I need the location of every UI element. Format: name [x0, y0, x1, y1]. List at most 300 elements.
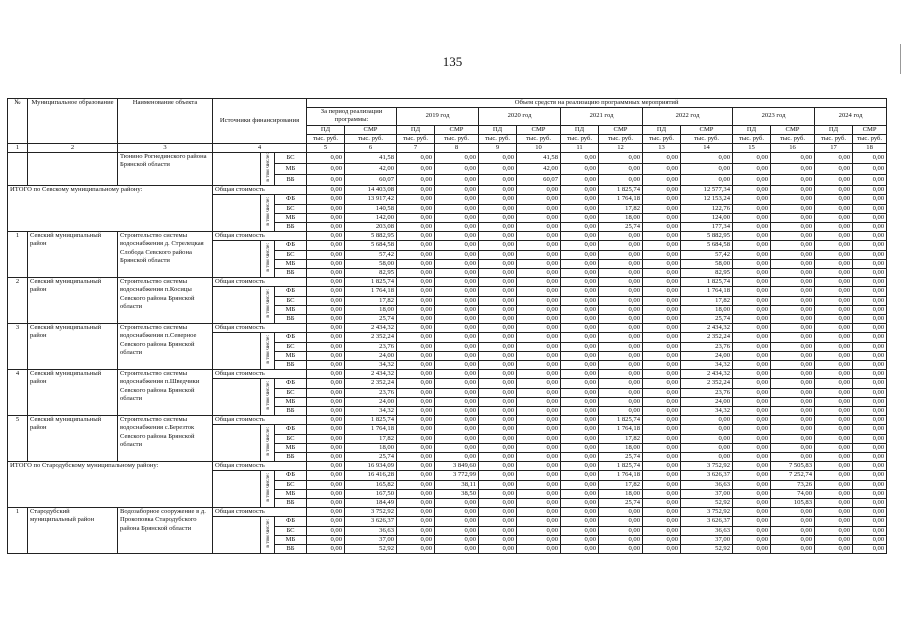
header-column-number: 2: [28, 144, 118, 153]
value-cell: 0,00: [397, 499, 435, 508]
sources-group-spacer: [213, 425, 261, 462]
value-cell: 13 917,42: [345, 195, 397, 204]
header-smr: СМР: [599, 125, 643, 134]
value-cell: 0,00: [771, 222, 815, 231]
value-cell: 0,00: [681, 434, 733, 443]
value-cell: 38,11: [435, 480, 479, 489]
value-cell: 0,00: [307, 545, 345, 554]
value-cell: 0,00: [307, 416, 345, 425]
value-cell: 18,00: [599, 443, 643, 452]
value-cell: 3 772,99: [435, 471, 479, 480]
value-cell: 0,00: [561, 324, 599, 333]
value-cell: 0,00: [771, 259, 815, 268]
value-cell: 0,00: [397, 360, 435, 369]
value-cell: 0,00: [853, 204, 887, 213]
source-code: МБ: [275, 213, 307, 222]
value-cell: 0,00: [561, 508, 599, 517]
value-cell: 0,00: [397, 370, 435, 379]
value-cell: 0,00: [517, 388, 561, 397]
value-cell: 0,00: [771, 241, 815, 250]
value-cell: 0,00: [517, 259, 561, 268]
value-cell: 0,00: [853, 379, 887, 388]
value-cell: 0,00: [479, 278, 517, 287]
value-cell: 0,00: [643, 153, 681, 164]
source-code: БС: [275, 434, 307, 443]
source-code: ВБ: [275, 545, 307, 554]
value-cell: 0,00: [853, 370, 887, 379]
value-cell: 0,00: [435, 175, 479, 186]
value-cell: 0,00: [561, 517, 599, 526]
source-code: МБ: [275, 259, 307, 268]
value-cell: 0,00: [307, 526, 345, 535]
value-cell: 0,00: [307, 471, 345, 480]
value-cell: 0,00: [435, 153, 479, 164]
item-total-row: [8, 508, 887, 517]
value-cell: 0,00: [643, 462, 681, 471]
value-cell: 0,00: [815, 305, 853, 314]
value-cell: 18,00: [345, 305, 397, 314]
header-unit: тыс. руб.: [681, 134, 733, 143]
total-cost-label: Общая стоимость: [213, 324, 307, 333]
value-cell: 0,00: [815, 379, 853, 388]
value-cell: 0,00: [853, 360, 887, 369]
value-cell: 0,00: [397, 526, 435, 535]
value-cell: 0,00: [435, 517, 479, 526]
value-cell: 0,00: [397, 324, 435, 333]
value-cell: 0,00: [479, 186, 517, 195]
source-code: БС: [275, 388, 307, 397]
value-cell: 0,00: [397, 416, 435, 425]
value-cell: 0,00: [435, 278, 479, 287]
value-cell: 0,00: [561, 268, 599, 277]
value-cell: 0,00: [397, 508, 435, 517]
value-cell: 0,00: [397, 305, 435, 314]
value-cell: 41,58: [345, 153, 397, 164]
value-cell: 0,00: [599, 305, 643, 314]
source-code: БС: [275, 480, 307, 489]
including-vertical-text: в том числе:: [264, 335, 271, 364]
value-cell: 0,00: [643, 314, 681, 323]
value-cell: 0,00: [599, 175, 643, 186]
value-cell: 0,00: [643, 250, 681, 259]
value-cell: 0,00: [681, 175, 733, 186]
district-total-label: ИТОГО по Стародубскому муниципальному району:: [8, 462, 213, 508]
item-municipality: Севский муниципальный район: [28, 416, 118, 462]
value-cell: 0,00: [517, 351, 561, 360]
value-cell: 0,00: [853, 443, 887, 452]
value-cell: 0,00: [561, 425, 599, 434]
header-unit: тыс. руб.: [561, 134, 599, 143]
value-cell: 0,00: [307, 406, 345, 415]
value-cell: 0,00: [397, 259, 435, 268]
value-cell: 0,00: [599, 241, 643, 250]
header-smr: СМР: [771, 125, 815, 134]
value-cell: 42,00: [517, 164, 561, 175]
value-cell: 1 825,74: [345, 278, 397, 287]
value-cell: 0,00: [307, 489, 345, 498]
value-cell: 0,00: [815, 175, 853, 186]
value-cell: 0,00: [397, 175, 435, 186]
item-object-name: Строительство системы водоснабжения п.Северное Севского района Брянской области: [118, 324, 213, 370]
header-unit: тыс. руб.: [307, 134, 345, 143]
header-column-number: 5: [307, 144, 345, 153]
financing-table-container: [7, 98, 885, 554]
value-cell: 0,00: [561, 535, 599, 544]
item-total-row: [8, 232, 887, 241]
value-cell: 0,00: [643, 333, 681, 342]
value-cell: 0,00: [479, 153, 517, 164]
value-cell: 1 764,18: [599, 195, 643, 204]
value-cell: 0,00: [815, 351, 853, 360]
value-cell: 0,00: [853, 388, 887, 397]
value-cell: 0,00: [853, 545, 887, 554]
value-cell: 0,00: [771, 175, 815, 186]
value-cell: 36,63: [681, 480, 733, 489]
value-cell: 0,00: [733, 164, 771, 175]
value-cell: 0,00: [435, 425, 479, 434]
value-cell: 0,00: [479, 545, 517, 554]
value-cell: 0,00: [599, 287, 643, 296]
value-cell: 24,00: [681, 351, 733, 360]
value-cell: 0,00: [853, 416, 887, 425]
value-cell: 0,00: [479, 499, 517, 508]
source-code: ВБ: [275, 452, 307, 461]
source-code: БС: [275, 526, 307, 535]
value-cell: 0,00: [561, 278, 599, 287]
value-cell: 0,00: [479, 416, 517, 425]
scan-edge-mark: [900, 44, 901, 74]
financing-table: [7, 98, 887, 554]
value-cell: 0,00: [643, 296, 681, 305]
value-cell: 0,00: [561, 480, 599, 489]
value-cell: 0,00: [643, 232, 681, 241]
item-number: 5: [8, 416, 28, 462]
value-cell: 0,00: [479, 222, 517, 231]
value-cell: 0,00: [517, 186, 561, 195]
value-cell: 0,00: [517, 434, 561, 443]
header-column-number: 13: [643, 144, 681, 153]
value-cell: 1 825,74: [599, 416, 643, 425]
value-cell: 0,00: [397, 268, 435, 277]
value-cell: 0,00: [733, 241, 771, 250]
value-cell: 0,00: [397, 535, 435, 544]
value-cell: 0,00: [853, 462, 887, 471]
header-year: 2020 год: [479, 108, 561, 125]
value-cell: 0,00: [561, 370, 599, 379]
value-cell: 0,00: [771, 360, 815, 369]
value-cell: 0,00: [435, 222, 479, 231]
value-cell: 0,00: [733, 324, 771, 333]
value-cell: 0,00: [643, 508, 681, 517]
value-cell: 0,00: [643, 164, 681, 175]
value-cell: 17,82: [599, 204, 643, 213]
value-cell: 0,00: [599, 324, 643, 333]
value-cell: 0,00: [771, 416, 815, 425]
value-cell: 124,00: [681, 213, 733, 222]
value-cell: 0,00: [307, 296, 345, 305]
source-code: ФБ: [275, 379, 307, 388]
value-cell: 0,00: [643, 471, 681, 480]
value-cell: 36,63: [345, 526, 397, 535]
value-cell: 0,00: [397, 296, 435, 305]
source-code: ВБ: [275, 499, 307, 508]
including-vertical-text: в том числе:: [264, 197, 271, 226]
value-cell: 0,00: [853, 195, 887, 204]
value-cell: 0,00: [479, 406, 517, 415]
value-cell: 0,00: [517, 324, 561, 333]
value-cell: 0,00: [517, 545, 561, 554]
value-cell: 0,00: [643, 204, 681, 213]
value-cell: 34,32: [345, 406, 397, 415]
value-cell: 0,00: [815, 526, 853, 535]
value-cell: 0,00: [479, 388, 517, 397]
source-code: ФБ: [275, 333, 307, 342]
value-cell: 0,00: [517, 480, 561, 489]
value-cell: 0,00: [733, 232, 771, 241]
value-cell: 0,00: [815, 324, 853, 333]
value-cell: 0,00: [561, 452, 599, 461]
header-column-number: 6: [345, 144, 397, 153]
value-cell: 0,00: [733, 489, 771, 498]
value-cell: 0,00: [733, 250, 771, 259]
value-cell: 0,00: [307, 480, 345, 489]
value-cell: 0,00: [853, 351, 887, 360]
value-cell: 0,00: [643, 351, 681, 360]
value-cell: 0,00: [643, 425, 681, 434]
value-cell: 0,00: [815, 360, 853, 369]
value-cell: 0,00: [771, 232, 815, 241]
source-row: [8, 153, 887, 164]
source-code: ВБ: [275, 314, 307, 323]
value-cell: 0,00: [853, 499, 887, 508]
value-cell: 0,00: [397, 452, 435, 461]
value-cell: 0,00: [853, 406, 887, 415]
item-municipality: [28, 153, 118, 186]
value-cell: 0,00: [435, 314, 479, 323]
value-cell: 0,00: [397, 489, 435, 498]
value-cell: 0,00: [479, 526, 517, 535]
header-unit: тыс. руб.: [599, 134, 643, 143]
item-number: [8, 153, 28, 186]
value-cell: 0,00: [397, 379, 435, 388]
value-cell: 0,00: [771, 351, 815, 360]
value-cell: 0,00: [307, 370, 345, 379]
value-cell: 0,00: [733, 213, 771, 222]
value-cell: 0,00: [771, 379, 815, 388]
item-total-row: [8, 370, 887, 379]
including-vertical-label: [261, 287, 275, 324]
value-cell: 16 934,09: [345, 462, 397, 471]
value-cell: 0,00: [479, 333, 517, 342]
value-cell: 41,58: [517, 153, 561, 164]
value-cell: 0,00: [599, 406, 643, 415]
value-cell: 0,00: [815, 499, 853, 508]
value-cell: 0,00: [397, 471, 435, 480]
value-cell: 0,00: [517, 287, 561, 296]
source-code: МБ: [275, 351, 307, 360]
value-cell: 0,00: [643, 379, 681, 388]
value-cell: 0,00: [561, 379, 599, 388]
value-cell: 0,00: [307, 195, 345, 204]
value-cell: 0,00: [479, 489, 517, 498]
value-cell: 0,00: [643, 545, 681, 554]
value-cell: 0,00: [771, 388, 815, 397]
value-cell: 0,00: [561, 416, 599, 425]
total-cost-label: Общая стоимость: [213, 232, 307, 241]
value-cell: 0,00: [599, 526, 643, 535]
value-cell: 0,00: [771, 397, 815, 406]
value-cell: 0,00: [815, 250, 853, 259]
item-municipality: Севский муниципальный район: [28, 324, 118, 370]
value-cell: 0,00: [517, 462, 561, 471]
value-cell: 0,00: [397, 545, 435, 554]
value-cell: 0,00: [561, 296, 599, 305]
value-cell: 0,00: [815, 195, 853, 204]
header-year: 2019 год: [397, 108, 479, 125]
value-cell: 0,00: [561, 342, 599, 351]
value-cell: 0,00: [643, 489, 681, 498]
value-cell: 0,00: [771, 370, 815, 379]
value-cell: 0,00: [479, 379, 517, 388]
value-cell: 3 752,92: [345, 508, 397, 517]
value-cell: 0,00: [771, 195, 815, 204]
value-cell: 0,00: [479, 195, 517, 204]
value-cell: 0,00: [435, 416, 479, 425]
value-cell: 0,00: [479, 397, 517, 406]
total-cost-label: Общая стоимость: [213, 278, 307, 287]
value-cell: 0,00: [733, 204, 771, 213]
value-cell: 0,00: [771, 204, 815, 213]
value-cell: 0,00: [733, 499, 771, 508]
value-cell: 57,42: [345, 250, 397, 259]
value-cell: 0,00: [733, 351, 771, 360]
value-cell: 34,32: [681, 406, 733, 415]
value-cell: 0,00: [599, 278, 643, 287]
value-cell: 17,82: [599, 480, 643, 489]
value-cell: 2 434,32: [681, 324, 733, 333]
value-cell: 0,00: [397, 164, 435, 175]
value-cell: 0,00: [643, 186, 681, 195]
value-cell: 0,00: [517, 517, 561, 526]
value-cell: 0,00: [397, 232, 435, 241]
value-cell: 0,00: [733, 195, 771, 204]
value-cell: 0,00: [435, 259, 479, 268]
value-cell: 0,00: [733, 397, 771, 406]
value-cell: 0,00: [307, 305, 345, 314]
header-row-column-numbers: [8, 144, 887, 153]
value-cell: 0,00: [307, 186, 345, 195]
source-code: БС: [275, 296, 307, 305]
value-cell: 0,00: [599, 535, 643, 544]
including-vertical-label: [261, 241, 275, 278]
value-cell: 0,00: [517, 508, 561, 517]
value-cell: 0,00: [815, 388, 853, 397]
value-cell: 0,00: [397, 397, 435, 406]
item-object-name: Строительство системы водоснабжения д. Стрелецкая Слобода Севского района Брянской области: [118, 232, 213, 278]
header-column-number: 18: [853, 144, 887, 153]
value-cell: 0,00: [853, 186, 887, 195]
value-cell: 0,00: [599, 333, 643, 342]
value-cell: 0,00: [771, 268, 815, 277]
value-cell: 0,00: [853, 153, 887, 164]
value-cell: 2 352,24: [681, 333, 733, 342]
value-cell: 0,00: [479, 517, 517, 526]
value-cell: 0,00: [517, 222, 561, 231]
value-cell: 0,00: [561, 545, 599, 554]
value-cell: 0,00: [733, 416, 771, 425]
value-cell: 0,00: [561, 287, 599, 296]
value-cell: 0,00: [643, 517, 681, 526]
value-cell: 0,00: [643, 452, 681, 461]
value-cell: 0,00: [853, 241, 887, 250]
value-cell: 0,00: [771, 296, 815, 305]
value-cell: 0,00: [733, 379, 771, 388]
value-cell: 0,00: [561, 333, 599, 342]
value-cell: 0,00: [733, 452, 771, 461]
value-cell: 57,42: [681, 250, 733, 259]
value-cell: 0,00: [307, 388, 345, 397]
value-cell: 0,00: [307, 434, 345, 443]
value-cell: 0,00: [397, 153, 435, 164]
header-pd: ПД: [561, 125, 599, 134]
including-vertical-label: [261, 333, 275, 370]
value-cell: 0,00: [397, 434, 435, 443]
value-cell: 1 764,18: [599, 425, 643, 434]
value-cell: 2 434,32: [345, 370, 397, 379]
source-code: МБ: [275, 489, 307, 498]
value-cell: 17,82: [681, 296, 733, 305]
header-smr: СМР: [853, 125, 887, 134]
table-body: [8, 153, 887, 554]
value-cell: 0,00: [733, 406, 771, 415]
value-cell: 0,00: [733, 259, 771, 268]
value-cell: 0,00: [815, 471, 853, 480]
value-cell: 0,00: [815, 397, 853, 406]
value-cell: 165,82: [345, 480, 397, 489]
value-cell: 0,00: [681, 425, 733, 434]
value-cell: 0,00: [307, 250, 345, 259]
value-cell: 0,00: [643, 360, 681, 369]
header-year: 2021 год: [561, 108, 643, 125]
value-cell: 2 352,24: [345, 379, 397, 388]
value-cell: 0,00: [681, 164, 733, 175]
sources-group-spacer: [213, 379, 261, 416]
value-cell: 1 825,74: [681, 278, 733, 287]
value-cell: 0,00: [307, 213, 345, 222]
value-cell: 0,00: [771, 324, 815, 333]
value-cell: 0,00: [561, 388, 599, 397]
value-cell: 142,00: [345, 213, 397, 222]
value-cell: 0,00: [307, 241, 345, 250]
value-cell: 0,00: [307, 443, 345, 452]
value-cell: 7 252,74: [771, 471, 815, 480]
value-cell: 0,00: [307, 278, 345, 287]
including-vertical-text: в том числе:: [264, 289, 271, 318]
value-cell: 0,00: [517, 471, 561, 480]
value-cell: 0,00: [397, 241, 435, 250]
header-smr: СМР: [435, 125, 479, 134]
value-cell: 0,00: [733, 333, 771, 342]
source-code: ВБ: [275, 268, 307, 277]
value-cell: 5 684,58: [345, 241, 397, 250]
value-cell: 0,00: [643, 397, 681, 406]
value-cell: 0,00: [561, 489, 599, 498]
source-code: МБ: [275, 305, 307, 314]
value-cell: 0,00: [853, 164, 887, 175]
value-cell: 17,82: [345, 434, 397, 443]
value-cell: 122,76: [681, 204, 733, 213]
value-cell: 0,00: [815, 153, 853, 164]
